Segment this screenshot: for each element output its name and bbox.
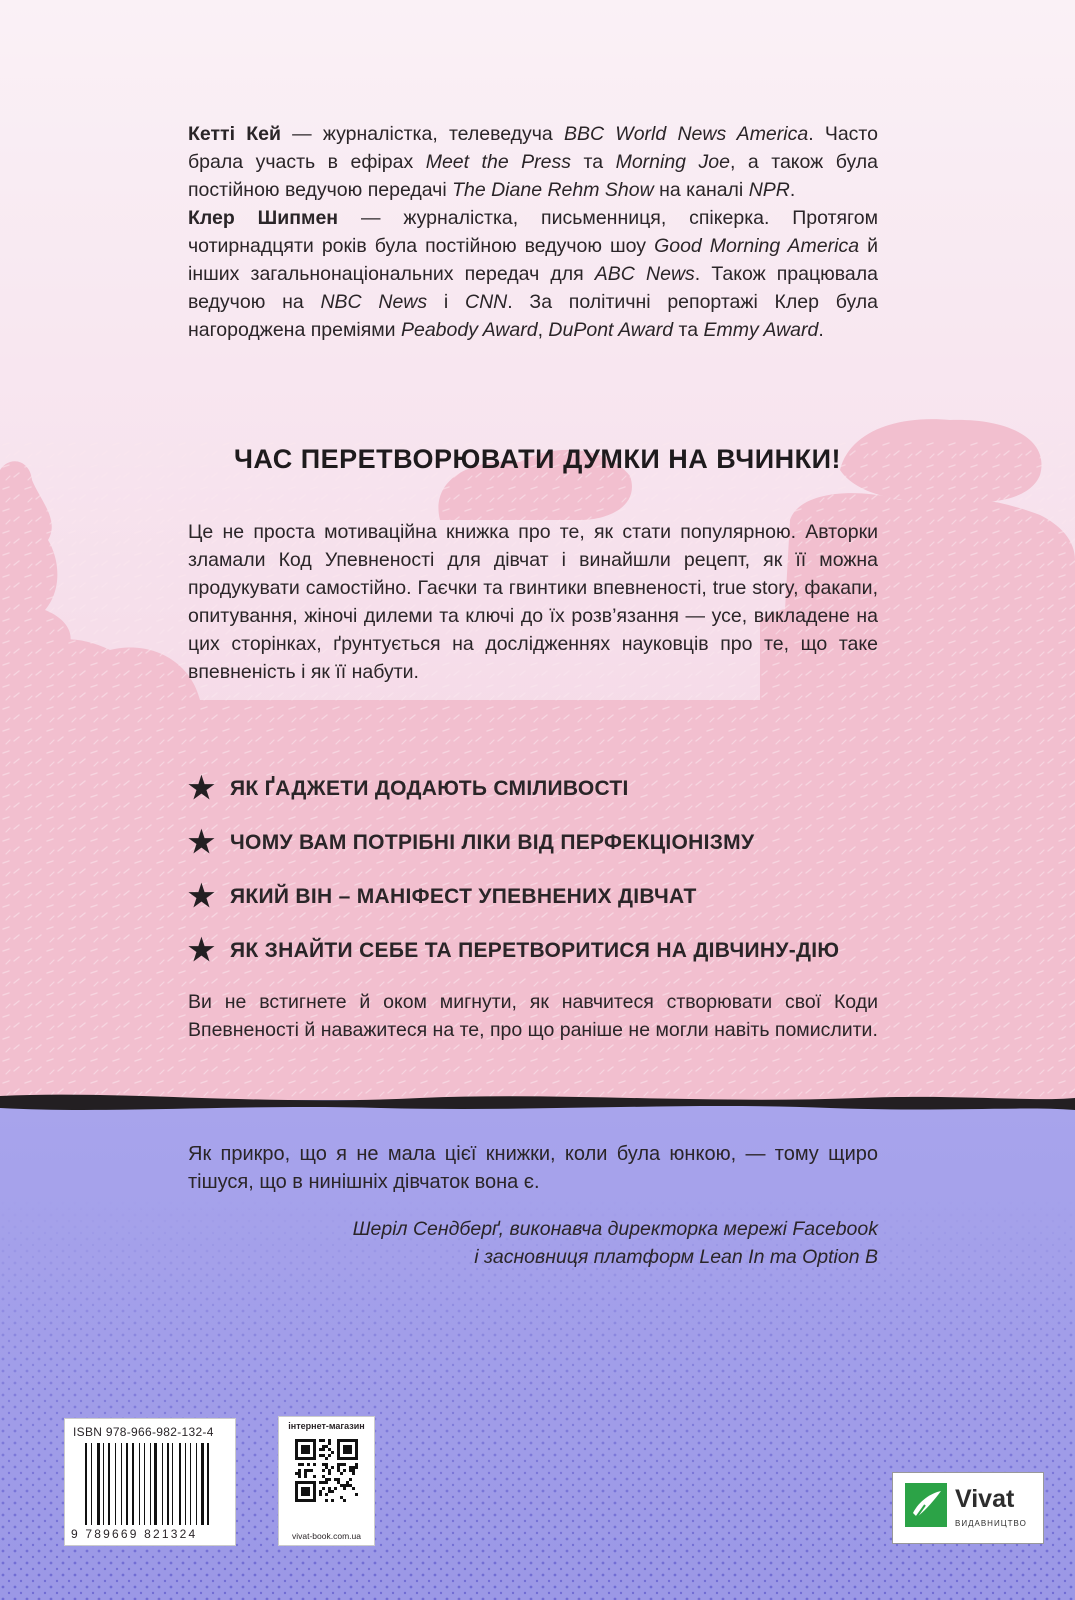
star-icon: ★ [188, 826, 216, 859]
quote-attribution: Шеріл Сендберґ, виконавча директорка мережі Facebook і засновниця платформ Lean In та Option B [352, 1218, 878, 1268]
list-item: ★ ЯК ЗНАЙТИ СЕБЕ ТА ПЕРЕТВОРИТИСЯ НА ДІВЧИНУ-ДІЮ [188, 934, 840, 967]
outro-text: Ви не встигнете й оком мигнути, як навчитеся створювати свої Коди Впевненості й наважитеся на те, про що раніше не могли навіть помислити. [188, 991, 878, 1041]
authors-bio [188, 120, 878, 344]
list-item: ★ ЧОМУ ВАМ ПОТРІБНІ ЛІКИ ВІД ПЕРФЕКЦІОНІЗМУ [188, 826, 755, 859]
publisher-sub: ВИДАВНИЦТВО [955, 1519, 1027, 1528]
author-bio-shipman: Клер Шипмен — журналістка, письменниця, спікерка. Протягом чотирнадцяти років була постійною ведучою шоу Good Morning America й інших загальнонаціональних передач для ABC News. Також працювала ведучою на NBC News і CNN. За політичні репортажі Клер була нагороджена преміями Peabody Award, DuPont Award та Emmy Award. [188, 207, 879, 341]
list-item: ★ ЯК ҐАДЖЕТИ ДОДАЮТЬ СМІЛИВОСТІ [188, 772, 629, 805]
qr-caption: інтернет-магазин [288, 1421, 365, 1431]
list-item: ★ ЯКИЙ ВІН – МАНІФЕСТ УПЕВНЕНИХ ДІВЧАТ [188, 880, 697, 913]
testimonial-quote: Як прикро, що я не мала цієї книжки, коли була юнкою, — тому щиро тішуся, що в нинішніх дівчаток вона є. [188, 1143, 878, 1193]
vivat-leaf-icon [905, 1483, 947, 1527]
author-name: Кетті Кей [188, 123, 281, 145]
star-icon: ★ [188, 880, 216, 913]
isbn-label: ISBN 978-966-982-132-4 [73, 1425, 214, 1439]
headline: ЧАС ПЕРЕТВОРЮВАТИ ДУМКИ НА ВЧИНКИ! [233, 444, 842, 474]
isbn-barcode [64, 1418, 236, 1546]
star-icon: ★ [188, 772, 216, 805]
description: Це не проста мотиваційна книжка про те, як стати популярною. Авторки зламали Код Упевненості для дівчат і винайшли рецепт, як її можна продукувати самостійно. Гаєчки та гвинтики впевненості, true story, факапи, опитування, жіночі дилеми та ключі до їх розв’язання — усе, викладене на цих сторінках, ґрунтується на дослідженнях науковців про те, що таке впевненість і як її набути. [188, 521, 878, 683]
isbn-digits: 9 789669 821324 [71, 1527, 198, 1541]
author-name: Клер Шипмен [188, 207, 339, 229]
star-icon: ★ [188, 934, 216, 967]
publisher-logo [892, 1472, 1044, 1544]
qr-url: vivat-book.com.ua [292, 1531, 361, 1541]
barcode-icon [85, 1443, 225, 1525]
feature-list [188, 762, 888, 978]
author-bio-kay: Кетті Кей — журналістка, телеведуча BBC World News America. Часто брала участь в ефірах Meet the Press та Morning Joe, а також була постійною ведучою передачі The Diane Rehm Show на каналі NPR. [188, 123, 878, 201]
qr-code-icon [295, 1439, 358, 1502]
brush-divider [0, 1095, 1075, 1110]
publisher-name: Vivat [955, 1485, 1015, 1513]
qr-code-block [278, 1416, 375, 1546]
